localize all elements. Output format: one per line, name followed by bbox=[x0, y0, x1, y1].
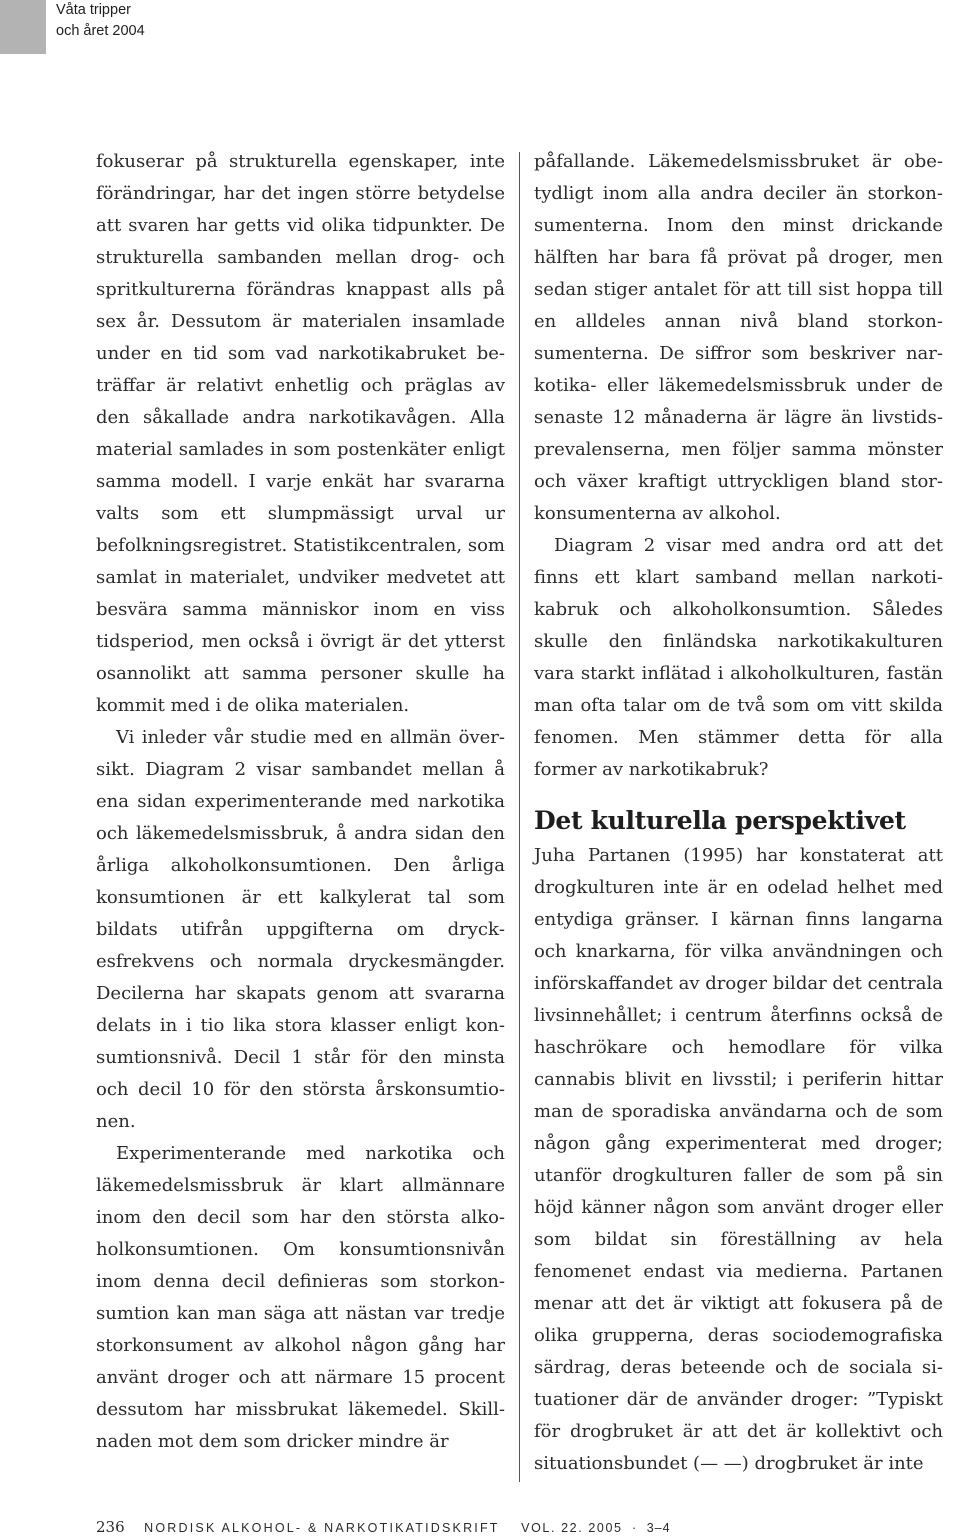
left-paragraph-3: Experimenterande med narkotika och läkemedelsmissbruk är klart allmännare inom den decil som har den största alkoholkonsumtionen. Om konsumtionsnivån inom denna decil definieras som storkonsumtion kan man säga att nästan var tredje storkonsument av alkohol någon gång har använt droger och att närmare 15 procent dessutom har missbrukat läkemedel. Skillnaden mot dem som dricker mindre är bbox=[96, 1143, 505, 1452]
running-header-line-2: och året 2004 bbox=[56, 23, 145, 39]
page-number: 236 bbox=[96, 1518, 125, 1536]
right-column bbox=[534, 146, 943, 1480]
footer-separator: · bbox=[632, 1521, 638, 1535]
column-divider bbox=[519, 152, 520, 1482]
corner-gray-block bbox=[0, 0, 46, 54]
right-paragraph-3: Juha Partanen (1995) har konstaterat att drogkulturen inte är en odelad helhet med entydiga gränser. I kärnan finns langarna och knarkarna, för vilka användningen och införskaffandet av droger bildar det centrala livsinnehållet; i centrum återfinns också de haschrökare och hemodlare för vilka cannabis blivit en livsstil; i periferin hittar man de sporadiska användarna och de som någon gång experimenterat med droger; utanför drogkulturen faller de som på sin höjd känner någon som använt droger eller som bildat sin föreställning av hela fenomenet endast via medierna. Partanen menar att det är viktigt att fokusera på de olika grupperna, deras sociodemografiska särdrag, deras beteende och de sociala situationer där de använder droger: ”Typiskt för drogbruket är att det är kollektivt och situationsbundet (— —) drogbruket är inte bbox=[534, 845, 943, 1474]
volume-info: VOL. 22. 2005 bbox=[521, 1521, 623, 1535]
running-header bbox=[56, 0, 145, 42]
left-paragraph-1: fokuserar på strukturella egenskaper, inte förändringar, har det ingen större betydelse att svaren har getts vid olika tidpunkter. De strukturella sambanden mellan drog- och spritkulturerna förändras knappast alls på sex år. Dessutom är materialen insamlade under en tid som vad narkotikabruket beträffar är relativt enhetlig och präglas av den såkallade andra narkotikavågen. Alla material samlades in som postenkäter enligt samma modell. I varje enkät har svararna valts som ett slumpmässigt urval ur befolkningsregistret. Statistikcentralen, som samlat in materialet, undviker medvetet att besvära samma människor inom en viss tidsperiod, men också i övrigt är det ytterst osannolikt att samma personer skulle ha kommit med i de olika materialen. bbox=[96, 151, 505, 716]
right-paragraph-1: påfallande. Läkemedelsmissbruket är obetydligt inom alla andra deciler än storkonsumenterna. Inom den minst drickande hälften har bara få prövat på droger, men sedan stiger antalet för att till sist hoppa till en alldeles annan nivå bland storkonsumenterna. De siffror som beskriver narkotika- eller läkemedelsmissbruk under de senaste 12 månaderna är lägre än livstidsprevalenserna, men följer samma mönster och växer kraftigt uttryckligen bland storkonsumenterna av alkohol. bbox=[534, 151, 943, 524]
journal-name: NORDISK ALKOHOL- & NARKOTIKATIDSKRIFT bbox=[144, 1521, 500, 1535]
issue-number: 3–4 bbox=[646, 1521, 671, 1535]
running-header-line-1: Våta tripper bbox=[56, 2, 131, 18]
right-paragraph-2: Diagram 2 visar med andra ord att det finns ett klart samband mellan narkotikabruk och alkoholkonsumtion. Således skulle den finländska narkotikakulturen vara starkt inflätad i alkoholkulturen, fastän man ofta talar om de två som om vitt skilda fenomen. Men stämmer detta för alla former av narkotikabruk? bbox=[534, 535, 943, 780]
left-paragraph-2: Vi inleder vår studie med en allmän översikt. Diagram 2 visar sambandet mellan å ena sidan experimenterande med narkotika och läkemedelsmissbruk, å andra sidan den årliga alkoholkonsumtionen. Den årliga konsumtionen är ett kalkylerat tal som bildats utifrån uppgifterna om dryckesfrekvens och normala dryckesmängder. Decilerna har skapats genom att svararna delats in i tio lika stora klasser enligt konsumtionsnivå. Decil 1 står för den minsta och decil 10 för den största årskonsumtionen. bbox=[96, 727, 505, 1132]
page-footer bbox=[96, 1518, 671, 1537]
section-heading: Det kulturella perspektivet bbox=[534, 806, 906, 835]
left-column bbox=[96, 146, 505, 1458]
